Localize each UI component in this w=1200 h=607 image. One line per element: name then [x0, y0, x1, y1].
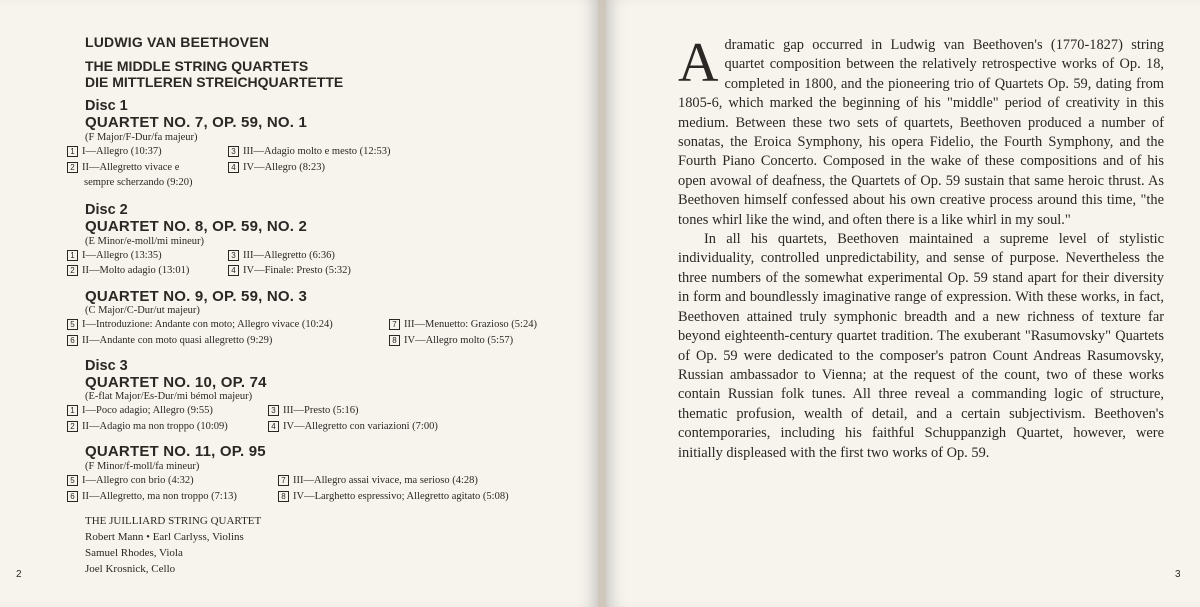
quartet-7-title: QUARTET NO. 7, OP. 59, NO. 1 — [85, 114, 308, 131]
quartet-7-key: (F Major/F-Dur/fa majeur) — [85, 132, 198, 143]
album-title-en: THE MIDDLE STRING QUARTETS — [85, 58, 309, 74]
track-q10-1: 1 I—Poco adagio; Allegro (9:55) — [67, 405, 213, 416]
track-q8-2: 2 II—Molto adagio (13:01) — [67, 265, 189, 276]
liner-notes-essay — [678, 32, 1164, 463]
performer-viola: Samuel Rhodes, Viola — [85, 547, 183, 559]
track-q7-2-cont: sempre scherzando (9:20) — [84, 177, 193, 188]
page-number-left: 2 — [16, 569, 22, 580]
essay-paragraph-1-text: dramatic gap occurred in Ludwig van Beethoven's (1770-1827) string quartet composition between the relatively retrospective works of Op. 18, completed in 1800, and the pioneering trio of Quartets Op. 59, dating from 1805-6, which marked the beginning of his "middle" period of creativity in this medium. Between these two sets of quartets, Beethoven produced a number of sonatas, the Eroica Symphony, his opera Fidelio, the Fourth Symphony, and the Fourth Piano Concerto. Composed in the wake of these compositions and of his open avowal of deafness, the Quartets of Op. 59 sustain that same heroic thrust. As Beethoven himself confessed about his own creative process around this time, "the tones whirl like the wind, and often there is a like whirl in my soul." — [678, 37, 1164, 228]
quartet-8-key: (E Minor/e-moll/mi mineur) — [85, 236, 204, 247]
page-number-right: 3 — [1175, 569, 1181, 580]
album-title-de: DIE MITTLEREN STREICHQUARTETTE — [85, 74, 344, 90]
performer-cello: Joel Krosnick, Cello — [85, 563, 176, 575]
track-q7-1: 1 I—Allegro (10:37) — [67, 146, 162, 157]
essay-paragraph-1 — [678, 32, 1164, 230]
left-page — [0, 0, 598, 607]
track-q10-4: 4 IV—Allegretto con variazioni (7:00) — [268, 421, 438, 432]
disc-3-heading: Disc 3 — [85, 358, 128, 374]
track-q9-7: 7 III—Menuetto: Grazioso (5:24) — [389, 319, 537, 330]
track-q11-6: 6 II—Allegretto, ma non troppo (7:13) — [67, 491, 237, 502]
track-q11-7: 7 III—Allegro assai vivace, ma serioso (4:28) — [278, 475, 478, 486]
quartet-11-title: QUARTET NO. 11, OP. 95 — [85, 443, 266, 460]
essay-paragraph-2: In all his quartets, Beethoven maintained a supreme level of stylistic individuality, controlled unpredictability, and sense of purpose. Nevertheless the three numbers of the somewhat experimental Op. 59 stand apart for their diversity in form and boundlessly imaginative range of expression. With these works, in fact, Beethoven attained truly symphonic breadth and a new richness of texture far beyond eighteenth-century quartet tradition. The exuberant "Rasumovsky" Quartets of Op. 59 were dedicated to the composer's patron Count Andreas Rasumovsky, Russian ambassador to Vienna; at the request of the count, two of these works contain Russian folk tunes. All three reveal a commanding logic of structure, thematic profusion, wealth of detail, and a certain subjectivism. Beethoven's contemporaries, including his faithful Schuppanzigh Quartet, however, were initially displeased with the first two works of Op. 59. — [678, 231, 1164, 461]
quartet-11-key: (F Minor/f-moll/fa mineur) — [85, 461, 200, 472]
quartet-10-title: QUARTET NO. 10, OP. 74 — [85, 374, 267, 391]
track-q8-3: 3 III—Allegretto (6:36) — [228, 250, 335, 261]
book-spine — [598, 0, 606, 607]
track-q8-4: 4 IV—Finale: Presto (5:32) — [228, 265, 351, 276]
track-q7-4: 4 IV—Allegro (8:23) — [228, 162, 325, 173]
performer-violins: Robert Mann • Earl Carlyss, Violins — [85, 531, 244, 543]
track-q11-5: 5 I—Allegro con brio (4:32) — [67, 475, 194, 486]
track-q7-2: 2 II—Allegretto vivace e — [67, 162, 179, 173]
track-q10-3: 3 III—Presto (5:16) — [268, 405, 359, 416]
track-q9-5: 5 I—Introduzione: Andante con moto; Allegro vivace (10:24) — [67, 319, 333, 330]
composer-name: LUDWIG VAN BEETHOVEN — [85, 34, 270, 50]
quartet-8-title: QUARTET NO. 8, OP. 59, NO. 2 — [85, 218, 308, 235]
track-q9-8: 8 IV—Allegro molto (5:57) — [389, 335, 513, 346]
track-q10-2: 2 II—Adagio ma non troppo (10:09) — [67, 421, 228, 432]
quartet-10-key: (E-flat Major/Es-Dur/mi bémol majeur) — [85, 391, 253, 402]
track-q9-6: 6 II—Andante con moto quasi allegretto (9:29) — [67, 335, 272, 346]
disc-2-heading: Disc 2 — [85, 202, 128, 218]
quartet-9-key: (C Major/C-Dur/ut majeur) — [85, 305, 200, 316]
quartet-9-title: QUARTET NO. 9, OP. 59, NO. 3 — [85, 288, 308, 305]
drop-cap: A — [678, 32, 719, 94]
track-q11-8: 8 IV—Larghetto espressivo; Allegretto agitato (5:08) — [278, 491, 509, 502]
track-q8-1: 1 I—Allegro (13:35) — [67, 250, 162, 261]
ensemble-name: THE JUILLIARD STRING QUARTET — [85, 515, 262, 527]
disc-1-heading: Disc 1 — [85, 98, 128, 114]
track-q7-3: 3 III—Adagio molto e mesto (12:53) — [228, 146, 391, 157]
